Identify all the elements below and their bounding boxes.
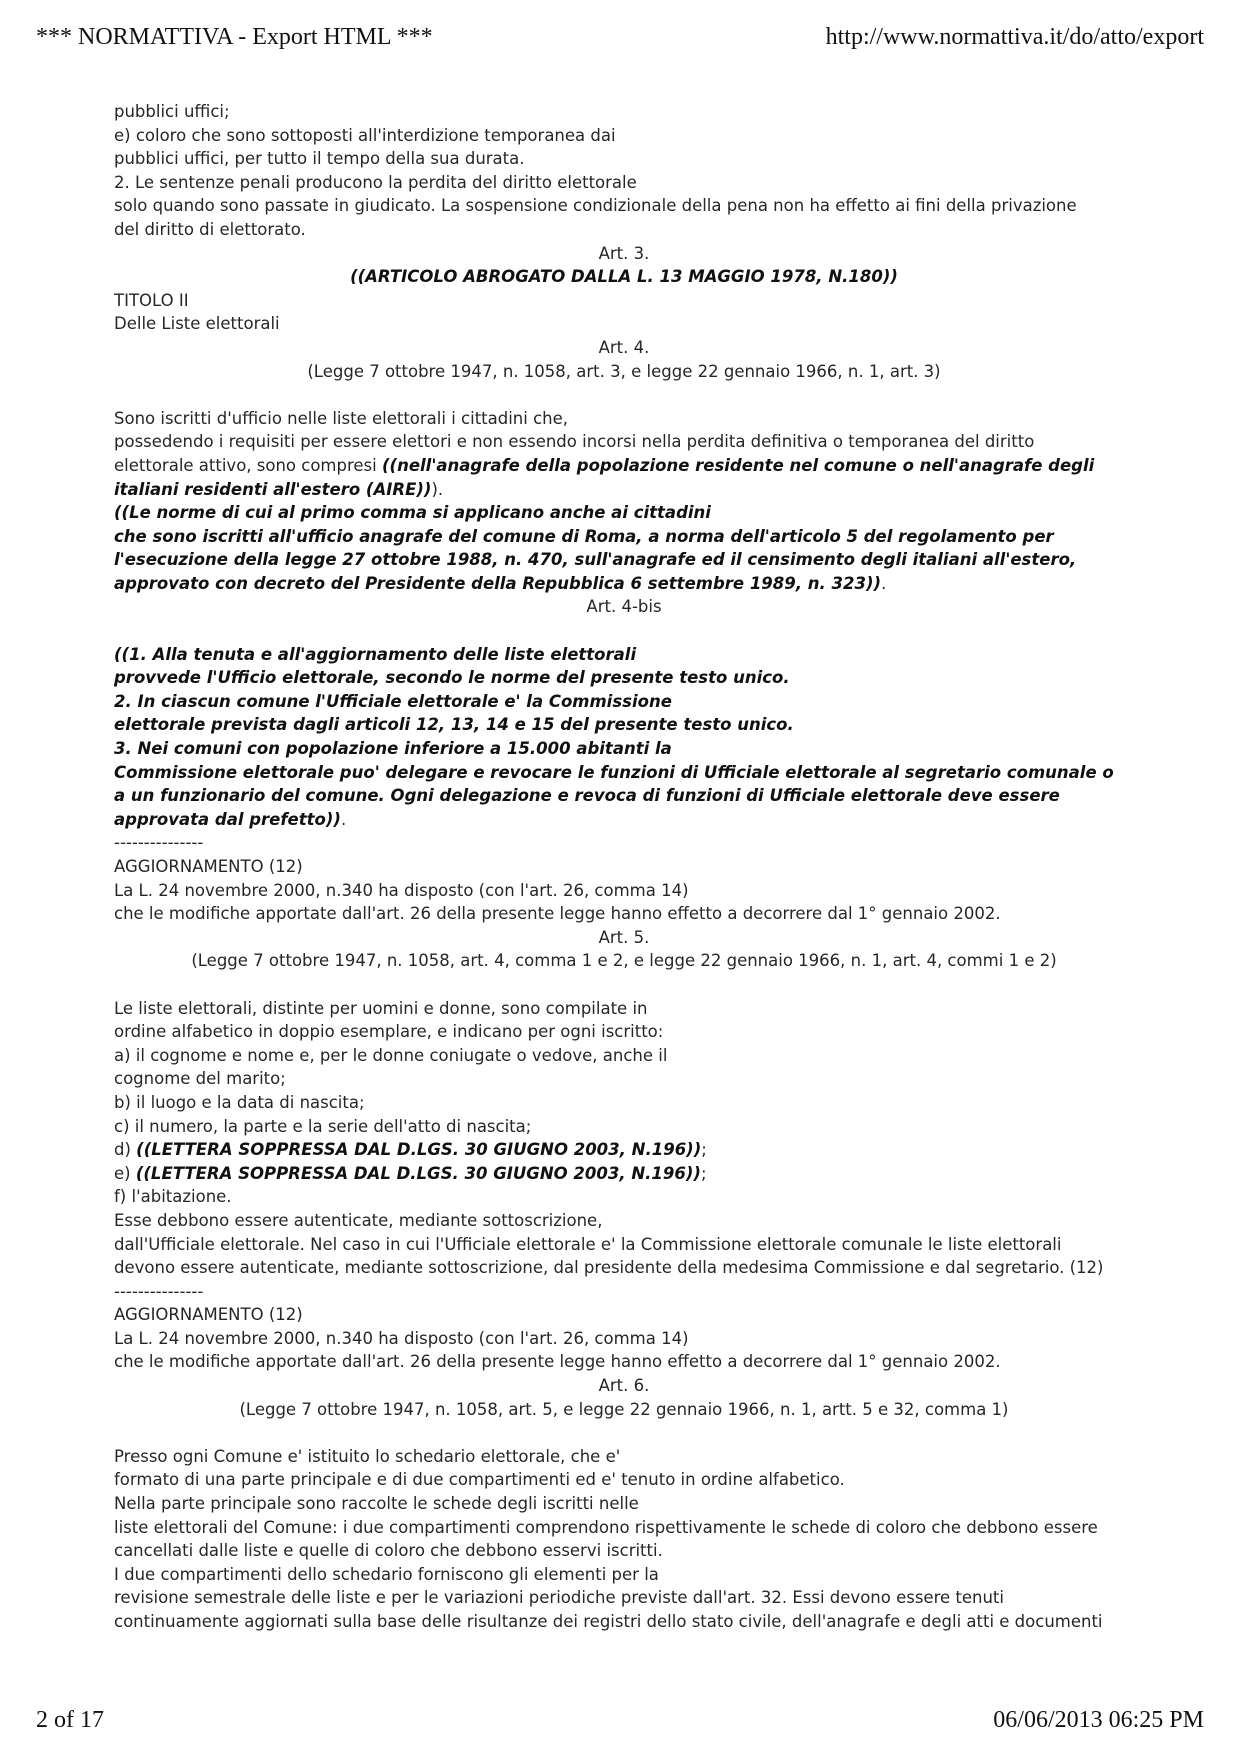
article-heading: Art. 3.	[598, 243, 650, 263]
body-line: liste elettorali del Comune: i due compartimenti comprendono rispettivamente le schede di coloro che debbono essere	[114, 1517, 1098, 1537]
body-line: e) coloro che sono sottoposti all'interdizione temporanea dai	[114, 125, 616, 145]
article-heading: Art. 5.	[598, 927, 650, 947]
amended-text: ((LETTERA SOPPRESSA DAL D.LGS. 30 GIUGNO 2003, N.196))	[136, 1140, 702, 1160]
header-title: *** NORMATTIVA - Export HTML ***	[36, 24, 433, 50]
section-subtitle: Delle Liste elettorali	[114, 314, 280, 334]
body-line: che le modifiche apportate dall'art. 26 della presente legge hanno effetto a decorrere dal 1° gennaio 2002.	[114, 904, 1001, 924]
body-line: dall'Ufficiale elettorale. Nel caso in cui l'Ufficiale elettorale e' la Commissione elettorale comunale le liste elettorali	[114, 1234, 1062, 1254]
print-footer	[36, 1694, 1204, 1734]
body-line: continuamente aggiornati sulla base delle risultanze dei registri dello stato civile, dell'anagrafe e degli atti e documenti	[114, 1612, 1103, 1631]
body-line	[114, 1162, 1134, 1186]
amended-line: ((1. Alla tenuta e all'aggiornamento delle liste elettorali	[114, 644, 637, 664]
article-reference: (Legge 7 ottobre 1947, n. 1058, art. 4, comma 1 e 2, e legge 22 gennaio 1966, n. 1, art. 4, commi 1 e 2)	[191, 951, 1057, 971]
body-text: e)	[114, 1163, 136, 1183]
body-line	[114, 572, 1134, 596]
article-heading: Art. 6.	[598, 1376, 650, 1396]
body-line	[114, 478, 1134, 502]
amended-line: 3. Nei comuni con popolazione inferiore a 15.000 abitanti la	[114, 739, 672, 759]
article-reference: (Legge 7 ottobre 1947, n. 1058, art. 5, e legge 22 gennaio 1966, n. 1, artt. 5 e 32, comma 1)	[239, 1399, 1009, 1419]
update-title: AGGIORNAMENTO (12)	[114, 857, 303, 876]
header-url: http://www.normattiva.it/do/atto/export	[825, 24, 1204, 50]
body-line: pubblici uffici;	[114, 102, 230, 121]
article-heading: Art. 4-bis	[586, 597, 662, 617]
body-text: d)	[114, 1140, 137, 1160]
amended-text: italiani residenti all'estero (AIRE))	[114, 479, 432, 499]
body-text: .	[881, 573, 887, 593]
amended-text: approvata dal prefetto))	[114, 809, 341, 829]
body-line	[114, 808, 1134, 832]
body-text: ;	[701, 1140, 707, 1160]
body-line: cancellati dalle liste e quelle di coloro che debbono esservi iscritti.	[114, 1541, 663, 1561]
article-abrogated-note: ((ARTICOLO ABROGATO DALLA L. 13 MAGGIO 1978, N.180))	[350, 267, 898, 287]
body-line: Sono iscritti d'ufficio nelle liste elettorali i cittadini che,	[114, 408, 569, 428]
body-line: Le liste elettorali, distinte per uomini e donne, sono compilate in	[114, 998, 648, 1018]
body-line: La L. 24 novembre 2000, n.340 ha disposto (con l'art. 26, comma 14)	[114, 1328, 689, 1348]
body-line: Esse debbono essere autenticate, mediante sottoscrizione,	[114, 1210, 603, 1230]
amended-line: 2. In ciascun comune l'Ufficiale elettorale e' la Commissione	[114, 691, 672, 711]
document-body	[114, 100, 1134, 1634]
amended-line: provvede l'Ufficio elettorale, secondo le norme del presente testo unico.	[114, 668, 790, 688]
body-text: ).	[431, 479, 444, 499]
amended-text: approvato con decreto del Presidente della Repubblica 6 settembre 1989, n. 323))	[114, 573, 882, 593]
amended-line: Commissione elettorale puo' delegare e revocare le funzioni di Ufficiale elettorale al segretario comunale o	[114, 762, 1114, 782]
body-line: b) il luogo e la data di nascita;	[114, 1092, 365, 1112]
amended-line: a un funzionario del comune. Ogni delegazione e revoca di funzioni di Ufficiale elettorale deve essere	[114, 786, 1060, 806]
section-title: TITOLO II	[114, 290, 189, 310]
body-line: del diritto di elettorato.	[114, 219, 306, 239]
body-line: 2. Le sentenze penali producono la perdita del diritto elettorale	[114, 172, 637, 192]
article-reference: (Legge 7 ottobre 1947, n. 1058, art. 3, e legge 22 gennaio 1966, n. 1, art. 3)	[307, 361, 941, 381]
body-line: pubblici uffici, per tutto il tempo della sua durata.	[114, 149, 525, 169]
body-line: solo quando sono passate in giudicato. La sospensione condizionale della pena non ha effetto ai fini della privazione	[114, 196, 1077, 216]
body-line: f) l'abitazione.	[114, 1187, 232, 1207]
body-text: elettorale attivo, sono compresi	[114, 455, 382, 475]
page-counter: 2 of 17	[36, 1707, 104, 1733]
body-line: ordine alfabetico in doppio esemplare, e indicano per ogni iscritto:	[114, 1022, 664, 1042]
body-line: c) il numero, la parte e la serie dell'atto di nascita;	[114, 1116, 532, 1136]
body-line: Presso ogni Comune e' istituito lo schedario elettorale, che e'	[114, 1446, 621, 1466]
body-text: ;	[700, 1163, 707, 1183]
separator: ---------------	[114, 833, 204, 853]
article-heading: Art. 4.	[598, 337, 650, 357]
body-line: I due compartimenti dello schedario forniscono gli elementi per la	[114, 1564, 659, 1584]
body-text: .	[340, 809, 347, 829]
separator: ---------------	[114, 1281, 204, 1301]
amended-line: che sono iscritti all'ufficio anagrafe del comune di Roma, a norma dell'articolo 5 del regolamento per	[114, 526, 1054, 546]
body-line: devono essere autenticate, mediante sottoscrizione, dal presidente della medesima Commissione e dal segretario. (12)	[114, 1258, 1104, 1278]
body-line: che le modifiche apportate dall'art. 26 della presente legge hanno effetto a decorrere dal 1° gennaio 2002.	[114, 1352, 1001, 1372]
amended-line: l'esecuzione della legge 27 ottobre 1988, n. 470, sull'anagrafe ed il censimento degli italiani all'estero,	[114, 550, 1077, 570]
body-line: formato di una parte principale e di due compartimenti ed e' tenuto in ordine alfabetico.	[114, 1470, 845, 1490]
body-line: La L. 24 novembre 2000, n.340 ha disposto (con l'art. 26, comma 14)	[114, 880, 689, 900]
body-line	[114, 1138, 1134, 1162]
body-line: possedendo i requisiti per essere elettori e non essendo incorsi nella perdita definitiva o temporanea del diritto	[114, 432, 1035, 452]
update-title: AGGIORNAMENTO (12)	[114, 1305, 303, 1325]
body-line	[114, 454, 1134, 478]
print-datetime: 06/06/2013 06:25 PM	[993, 1707, 1204, 1733]
print-header	[36, 24, 1204, 64]
body-line: a) il cognome e nome e, per le donne coniugate o vedove, anche il	[114, 1045, 668, 1065]
body-line: Nella parte principale sono raccolte le schede degli iscritti nelle	[114, 1494, 639, 1514]
amended-line: ((Le norme di cui al primo comma si applicano anche ai cittadini	[114, 503, 711, 523]
body-line: revisione semestrale delle liste e per le variazioni periodiche previste dall'art. 32. Essi devono essere tenuti	[114, 1588, 1004, 1608]
amended-line: elettorale prevista dagli articoli 12, 13, 14 e 15 del presente testo unico.	[114, 715, 794, 735]
body-line: cognome del marito;	[114, 1069, 286, 1089]
amended-text: ((LETTERA SOPPRESSA DAL D.LGS. 30 GIUGNO 2003, N.196))	[135, 1163, 701, 1183]
amended-text: ((nell'anagrafe della popolazione residente nel comune o nell'anagrafe degli	[381, 455, 1095, 475]
